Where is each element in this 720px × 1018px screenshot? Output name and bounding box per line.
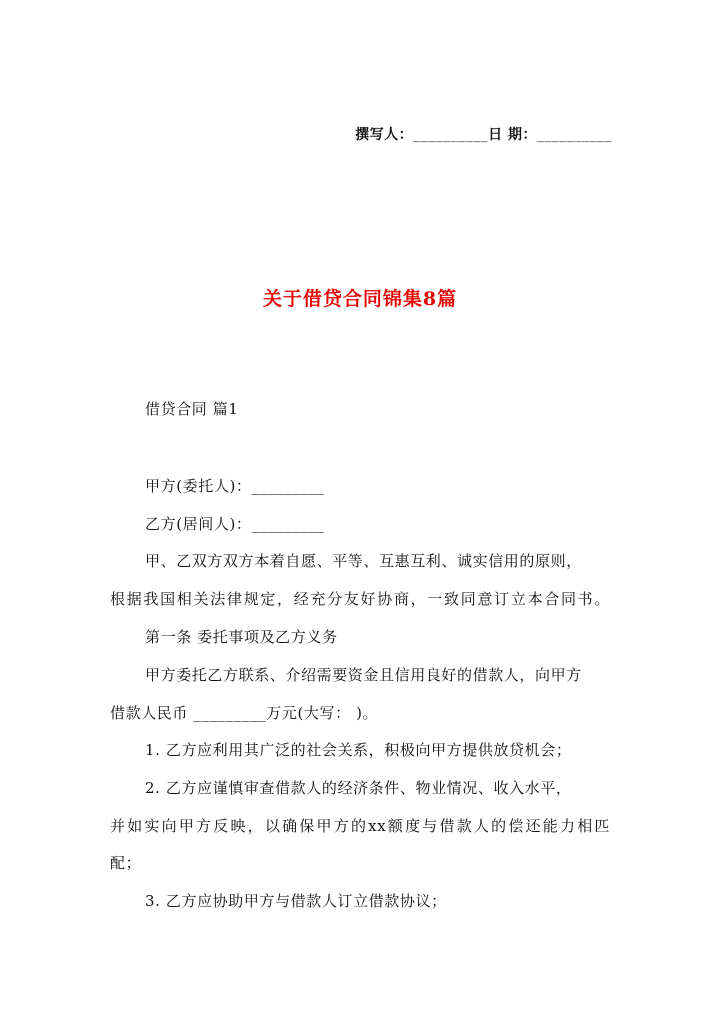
list-item: 2. 乙方应谨慎审查借款人的经济条件、物业情况、收入水平， (145, 779, 572, 797)
article-heading: 第一条 委托事项及乙方义务 (145, 628, 338, 646)
date-label: 日 期： (488, 127, 537, 143)
paragraph-line: 甲、乙双方双方本着自愿、平等、互惠互利、诚实信用的原则， (145, 552, 582, 570)
list-item: 1. 乙方应利用其广泛的社会关系，积极向甲方提供放贷机会； (145, 741, 572, 759)
list-item: 3. 乙方应协助甲方与借款人订立借款协议； (145, 892, 447, 910)
paragraph-line: 甲方委托乙方联系、介绍需要资金且信用良好的借款人，向甲方 (145, 666, 582, 684)
author-label: 撰写人： (355, 127, 414, 143)
paragraph-line: 并如实向甲方反映，以确保甲方的xx额度与借款人的偿还能力相匹 (110, 817, 610, 835)
paragraph-line: 借款人民币 _________万元(大写： )。 (110, 704, 379, 722)
paragraph-line: 配； (110, 854, 142, 872)
date-blank: __________ (537, 127, 612, 143)
paragraph-line: 根据我国相关法律规定，经充分友好协商，一致同意订立本合同书。 (110, 590, 610, 608)
author-blank: __________ (413, 127, 489, 143)
party-b-line: 乙方(居间人)：_________ (145, 515, 325, 533)
author-date-header (0, 124, 612, 144)
party-a-line: 甲方(委托人)：_________ (145, 477, 325, 495)
section-title: 借贷合同 篇1 (145, 400, 239, 418)
document-title: 关于借贷合同锦集8篇 (262, 288, 458, 310)
